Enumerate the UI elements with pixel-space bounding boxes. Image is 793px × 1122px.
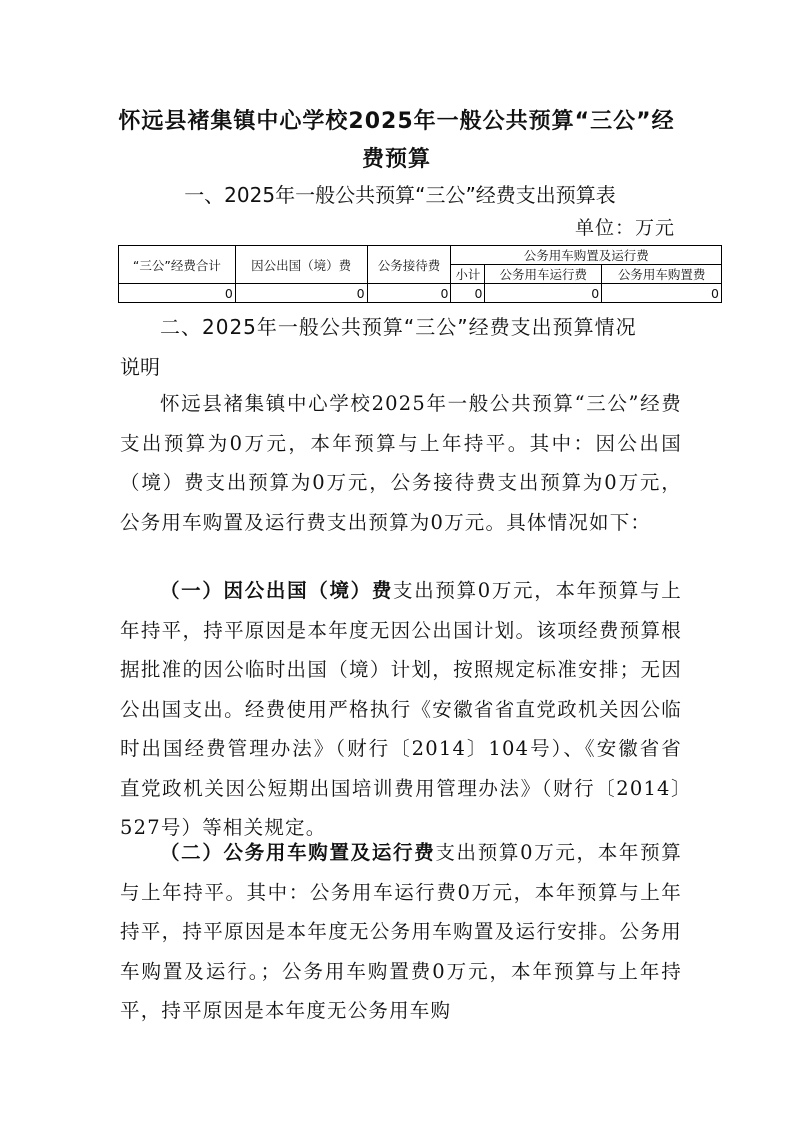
value-vehicle-buy: 0 (602, 284, 722, 303)
document-title-line2: 费预算 (361, 147, 431, 172)
paragraph-vehicle-heading: （二）公务用车购置及运行费 (160, 841, 436, 864)
budget-table (118, 245, 722, 303)
header-vehicle-buy: 公务用车购置费 (602, 265, 722, 284)
value-vehicle-run: 0 (485, 284, 602, 303)
section2-title: 二、2025年一般公共预算“三公”经费支出预算情况 (160, 315, 637, 339)
paragraph-abroad (120, 571, 682, 848)
paragraph-summary: 怀远县褚集镇中心学校2025年一般公共预算“三公”经费支出预算为0万元，本年预算与上年持平。其中：因公出国（境）费支出预算为0万元，公务接待费支出预算为0万元，公务用车购置及运行费支出预算为0万元。具体情况如下： (120, 392, 682, 534)
value-total: 0 (119, 284, 236, 303)
unit-label: 单位：万元 (574, 217, 675, 239)
table-row (119, 284, 722, 303)
paragraph-abroad-heading: （一）因公出国（境）费 (160, 579, 394, 602)
value-abroad: 0 (235, 284, 367, 303)
header-abroad: 因公出国（境）费 (235, 246, 367, 284)
header-vehicle: 公务用车购置及运行费 (451, 246, 722, 265)
value-reception: 0 (367, 284, 451, 303)
value-subtotal: 0 (451, 284, 485, 303)
section1-title: 一、2025年一般公共预算“三公”经费支出预算表 (184, 183, 616, 207)
header-total: “三公”经费合计 (119, 246, 236, 284)
table-header-row (119, 246, 722, 265)
document-title-line1: 怀远县褚集镇中心学校2025年一般公共预算“三公”经 (118, 109, 675, 134)
header-reception: 公务接待费 (367, 246, 451, 284)
paragraph-vehicle (120, 833, 682, 1031)
section2-title-cont: 说明 (120, 355, 160, 379)
paragraph-vehicle-body: 支出预算0万元，本年预算与上年持平。其中：公务用车运行费0万元，本年预算与上年持平，持平原因是本年度无公务用车购置及运行安排。公务用车购置及运行。；公务用车购置费0万元，本年预算与上年持平，持平原因是本年度无公务用车购 (120, 841, 682, 1022)
header-subtotal: 小计 (451, 265, 485, 284)
header-vehicle-run: 公务用车运行费 (485, 265, 602, 284)
paragraph-abroad-body: 支出预算0万元，本年预算与上年持平，持平原因是本年度无因公出国计划。该项经费预算根据批准的因公临时出国（境）计划，按照规定标准安排；无因公出国支出。经费使用严格执行《安徽省省直党政机关因公临时出国经费管理办法》（财行〔2014〕104号）、《安徽省省直党政机关因公短期出国培训费用管理办法》（财行〔2014〕527号）等相关规定。 (120, 579, 682, 839)
